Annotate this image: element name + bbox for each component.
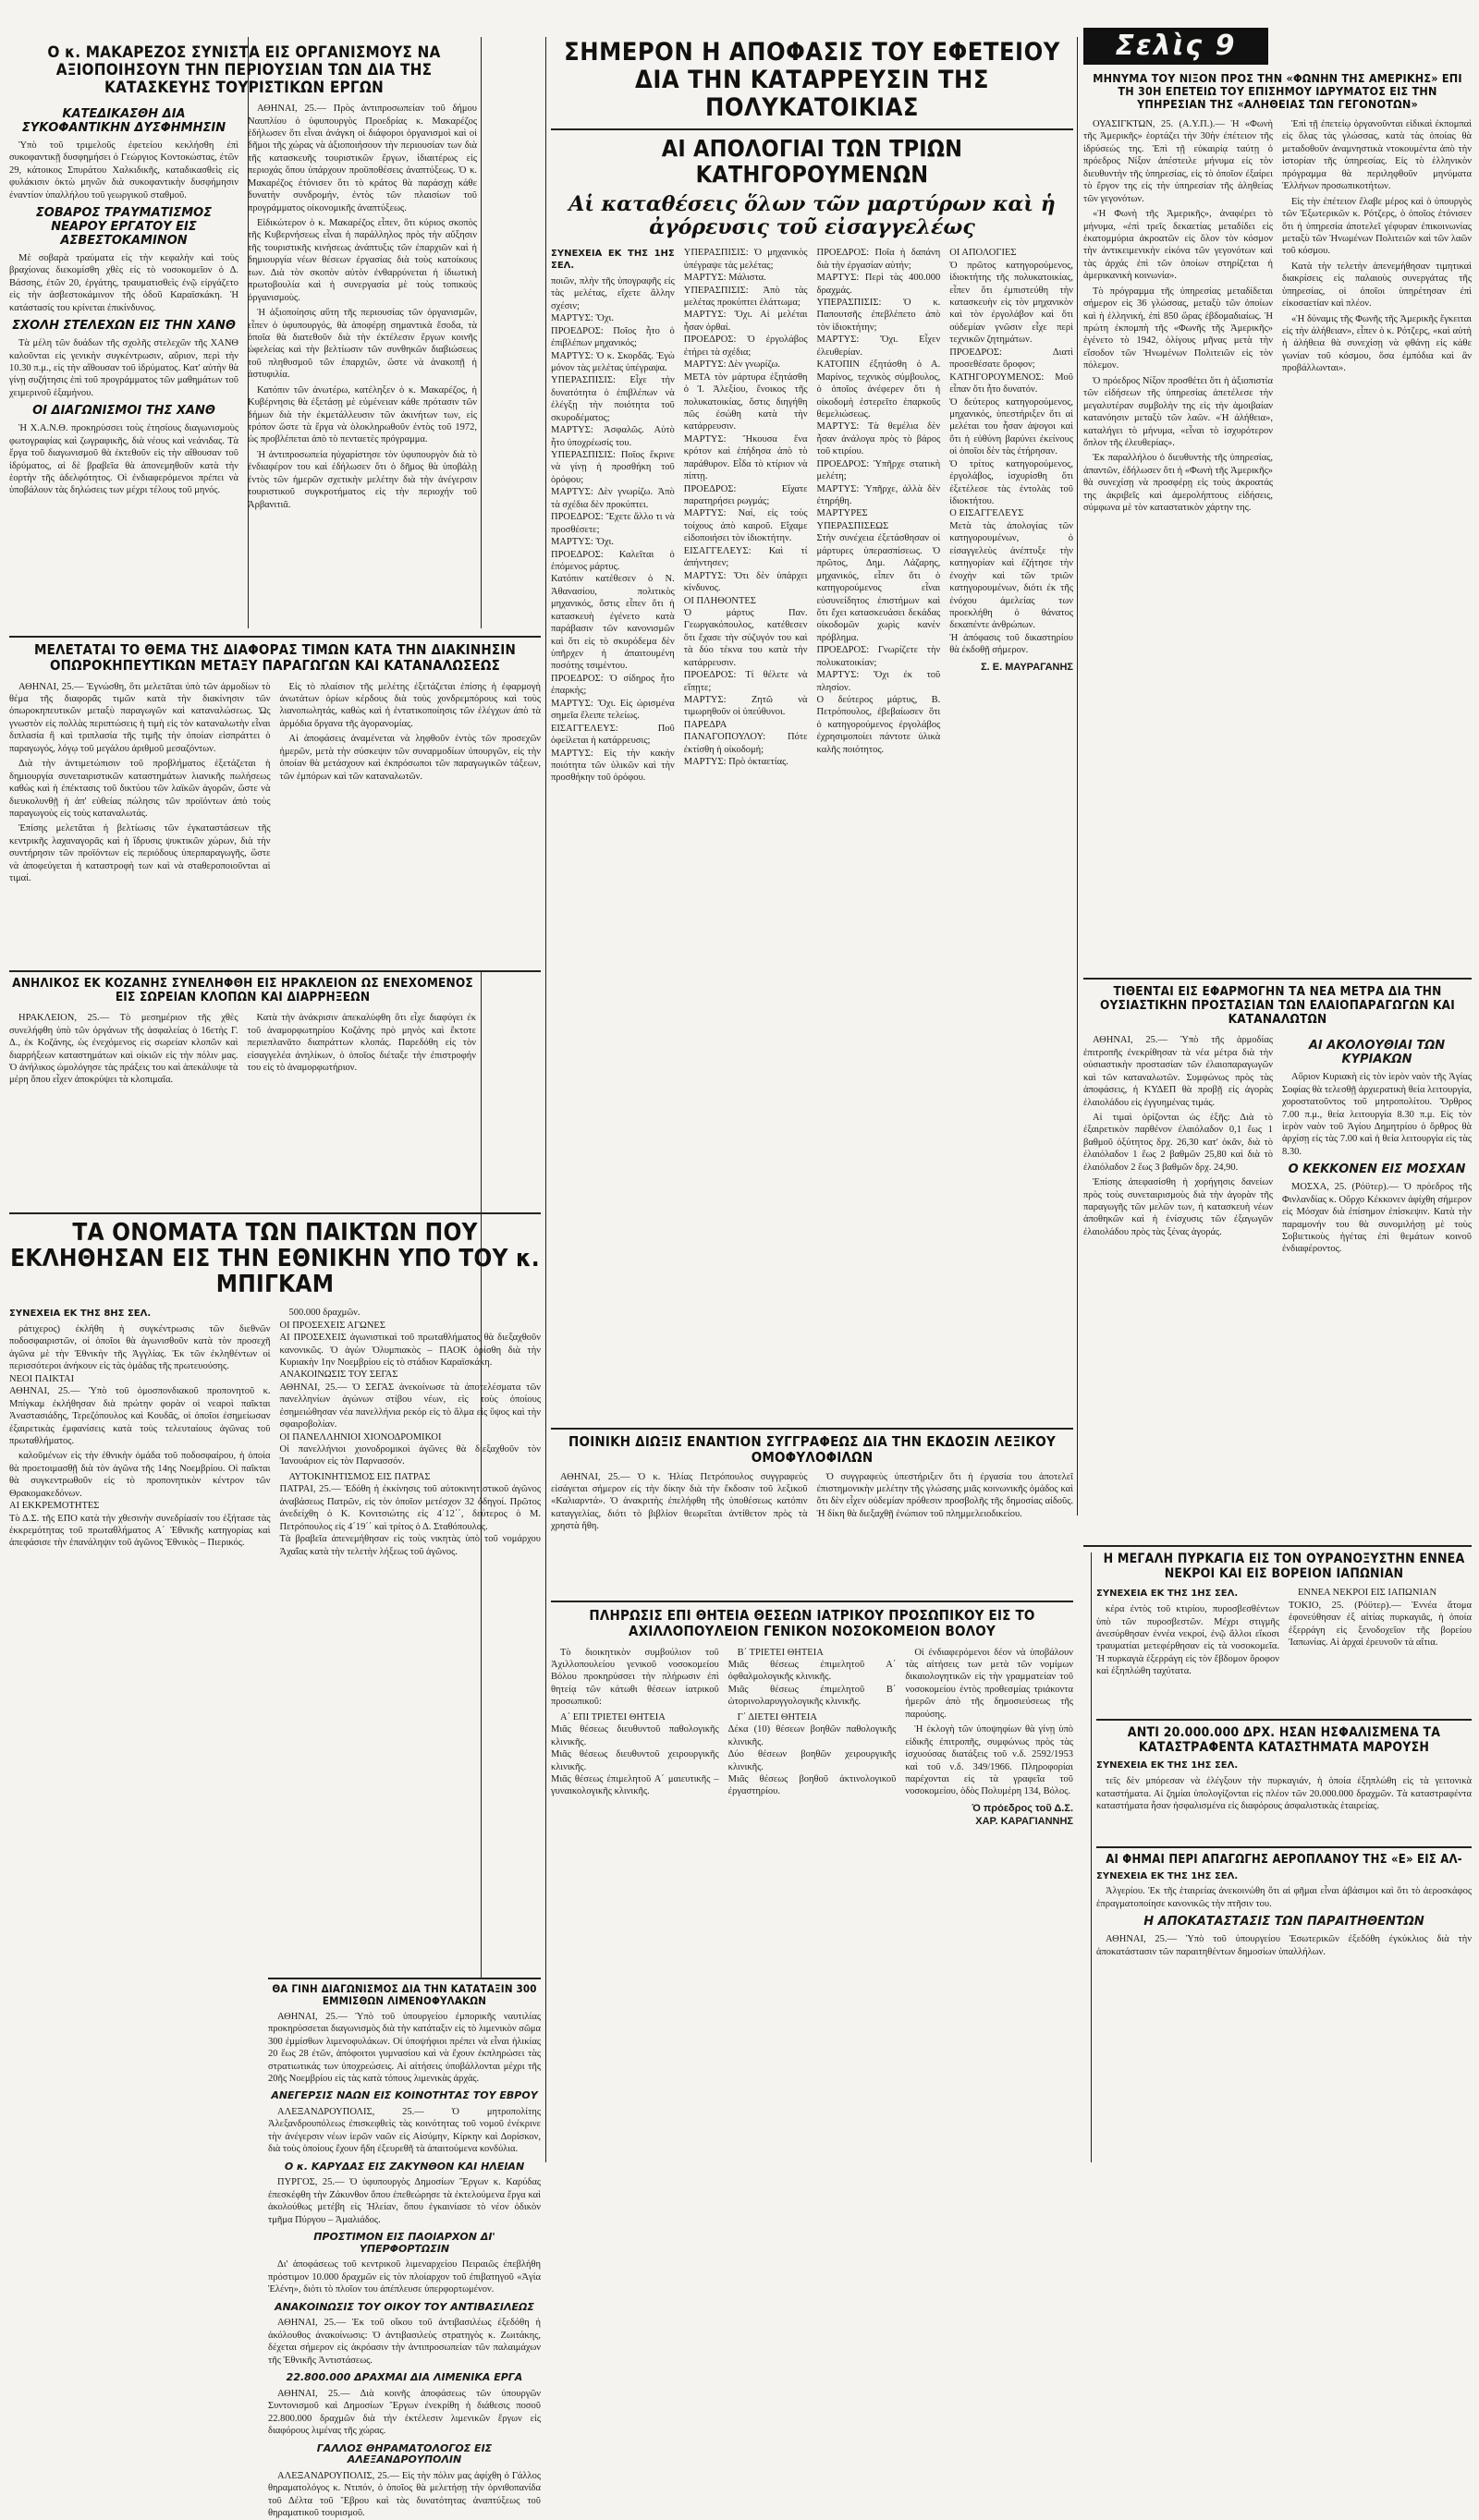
column-text: καλοῦμένων εἰς τὴν ἐθνικὴν ὁμάδα τοῦ ποδοσφαίρου, ἡ ὁποία θὰ προετοιμασθῇ διὰ τὸν ἀγῶνα τῆς 14ης Νοεμβρίου. Οἱ παῖκται θὰ συγκεντρωθοῦν εἰς τὸ προπονητικὸν κέντρον τῶν Θρακομακεδόνων. ΑΙ ΕΚΚΡΕΜΟΤΗΤΕΣ Τὸ Δ.Σ. τῆς ΕΠΟ κατὰ τὴν χθεσινὴν συνεδρίασίν του ἐξήτασε τὰς ἐκκρεμότητας τοῦ πρωταθλήματος Α΄ Ἐθνικῆς κατηγορίας καὶ ἀπεφάσισε τὴν ἐπανάληψιν τοῦ ἀγῶνος Ἐθνικὸς – Πιερικός. (9, 1451, 271, 1549)
body-paragraph: Τὸ πρόγραμμα τῆς ὑπηρεσίας μεταδίδεται σήμερον εἰς 36 γλώσσας, μεταξὺ τῶν ὁποίων καὶ ἡ ἑλληνική, ἐπὶ 850 ὥρας ἑβδομαδιαίως. Ἡ πρώτη ἐκπομπὴ τῆς «Φωνῆς τῆς Ἀμερικῆς» ἐγένετο τὸ 1942, ὀλίγους μῆνας μετὰ τὴν εἴσοδον τῶν Ἡνωμένων Πολιτειῶν εἰς τὸν πόλεμον. (1083, 286, 1273, 371)
subheading: ΣΟΒΑΡΟΣ ΤΡΑΥΜΑΤΙΣΜΟΣ ΝΕΑΡΟΥ ΕΡΓΑΤΟΥ ΕΙΣ ΑΣΒΕΣΤΟΚΑΜΙΝΟΝ (35, 206, 213, 249)
headline: ΤΙΘΕΝΤΑΙ ΕΙΣ ΕΦΑΡΜΟΓΗΝ ΤΑ ΝΕΑ ΜΕΤΡΑ ΔΙΑ ΤΗΝ ΟΥΣΙΑΣΤΙΚΗΝ ΠΡΟΣΤΑΣΙΑΝ ΤΩΝ ΕΛΑΙΟΠΑΡΑΓΩΓΩΝ ΚΑΙ ΚΑΤΑΝΑΛΩΤΩΝ (1099, 984, 1455, 1028)
column-text: ΥΠΕΡΑΣΠΙΣΙΣ: Ὁ μηχανικὸς ὑπέγραψε τὰς μελέτας; ΜΑΡΤΥΣ: Μάλιστα. ΥΠΕΡΑΣΠΙΣΙΣ: Ἀπὸ τὰς μελέτας προκύπτει ἐλάττωμα; ΜΑΡΤΥΣ: Ὄχι. Αἱ μελέται ἦσαν ὀρθαί. ΠΡΟΕΔΡΟΣ: Ὁ ἐργολάβος ἐτήρει τὰ σχέδια; ΜΑΡΤΥΣ: Δὲν γνωρίζω. ΜΕΤΑ τὸν μάρτυρα ἐξητάσθη ὁ Ἰ. Ἀλεξίου, ἔνοικος τῆς πολυκατοικίας, ὅστις διηγήθη πῶς ἐσώθη κατὰ τὴν κατάρρευσιν. ΜΑΡΤΥΣ: Ἤκουσα ἕνα κρότον καὶ ἐπήδησα ἀπὸ τὸ παράθυρον. Εἶδα τὸ κτίριον νὰ πίπτῃ. ΠΡΟΕΔΡΟΣ: Εἴχατε παρατηρήσει ρωγμάς; ΜΑΡΤΥΣ: Ναί, εἰς τοὺς τοίχους ἀπὸ καιροῦ. Εἴχαμε εἰδοποιήσει τὸν ἰδιοκτήτην. ΕΙΣΑΓΓΕΛΕΥΣ: Καὶ τί ἀπήντησεν; ΜΑΡΤΥΣ: Ὅτι δὲν ὑπάρχει κίνδυνος. ΟΙ ΠΛΗΘΟΝΤΕΣ Ὁ μάρτυς Παν. Γεωργακόπουλος, κατέθεσεν ὅτι ἔχασε τὴν σύζυγόν του καὶ τὰ δύο τέκνα του κατὰ τὴν κατάρρευσιν. ΠΡΟΕΔΡΟΣ: Τί θέλετε νὰ εἴπῃτε; ΜΑΡΤΥΣ: Ζητῶ νὰ τιμωρηθοῦν οἱ ὑπεύθυνοι. ΠΑΡΕΔΡΑ ΠΑΝΑΓΟΠΟΥΛΟΥ: Πότε ἐκτίσθη ἡ οἰκοδομή; ΜΑΡΤΥΣ: Πρὸ ὀκταετίας. (683, 248, 808, 768)
signature: Ὁ πρόεδρος τοῦ Δ.Σ. ΧΑΡ. ΚΑΡΑΓΙΑΝΝΗΣ (972, 1802, 1074, 1827)
byline: Σ. Ε. ΜΑΥΡΑΓΑΝΗΣ (981, 661, 1073, 673)
body-paragraph: Κατὰ τὴν τελετὴν ἀπενεμήθησαν τιμητικαὶ διακρίσεις εἰς παλαιοὺς συνεργάτας τῆς ὑπηρεσίας, οἱ ὁποῖοι ὑπηρέτησαν ἐπὶ εἰκοσαετίαν καὶ πλέον. (1282, 261, 1472, 310)
body-paragraph: Γ΄ ΔΙΕΤΕΙ ΘΗΤΕΙΑ Δέκα (10) θέσεων βοηθῶν παθολογικῆς κλινικῆς. Δύο θέσεων βοηθῶν χειρουργικῆς κλινικῆς. Μιᾶς θέσεως βοηθοῦ ἀκτινολογικοῦ ἐργαστηρίου. (727, 1711, 897, 1797)
body-paragraph: Εἰς τὸ πλαίσιον τῆς μελέτης ἐξετάζεται ἐπίσης ἡ ἐφαρμογὴ ἀνωτάτων ὁρίων κέρδους διὰ τοὺς χονδρεμπόρους καὶ τοὺς λιανοπωλητάς, καθὼς καὶ ἡ ἐντατικοποίησις τῶν ἐλέγχων ἀπὸ τὰ ἁρμόδια ὄργανα τῆς ἀγορανομίας. (279, 681, 541, 729)
headline: ΜΗΝΥΜΑ ΤΟΥ ΝΙΞΟΝ ΠΡΟΣ ΤΗΝ «ΦΩΝΗΝ ΤΗΣ ΑΜΕΡΙΚΗΣ» ΕΠΙ ΤΗ 30Η ΕΠΕΤΕΙΩ ΤΟΥ ΕΠΙΣΗΜΟΥ ΙΔΡΥΜΑΤΟΣ ΕΙΣ ΤΗΝ ΥΠΗΡΕΣΙΑΝ ΤΗΣ «ΑΛΗΘΕΙΑΣ ΤΩΝ ΓΕΓΟΝΟΤΩΝ» (1093, 71, 1462, 111)
body-paragraph: ΑΘΗΝΑΙ, 25.— Ἐκ τοῦ οἴκου τοῦ ἀντιβασιλέως ἐξεδόθη ἡ ἀκόλουθος ἀνακοίνωσις: Ὁ ἀντιβασιλεὺς στρατηγὸς κ. Ζωιτάκης, δέχεται σήμερον εἰς ἀκρόασιν τὴν ἀντιπροσωπείαν τῶν παλαιμάχων τῆς Ἐθνικῆς Ἀντιστάσεως. (268, 2318, 541, 2366)
subheading: ΟΙ ΔΙΑΓΩΝΙΣΜΟΙ ΤΗΣ ΧΑΝΘ (32, 404, 215, 419)
body-paragraph: Β΄ ΤΡΙΕΤΕΙ ΘΗΤΕΙΑ Μιᾶς θέσεως ἐπιμελητοῦ Α΄ ὀφθαλμολογικῆς κλινικῆς. Μιᾶς θέσεως ἐπιμελητοῦ Β΄ ὠτορινολαρυγγολογικῆς κλινικῆς. (727, 1647, 897, 1708)
headline: ΜΕΛΕΤΑΤΑΙ ΤΟ ΘΕΜΑ ΤΗΣ ΔΙΑΦΟΡΑΣ ΤΙΜΩΝ ΚΑΤΑ ΤΗΝ ΔΙΑΚΙΝΗΣΙΝ ΟΠΩΡΟΚΗΠΕΥΤΙΚΩΝ ΜΕΤΑΞΥ ΠΑΡΑΓΩΓΩΝ ΚΑΙ ΚΑΤΑΝΑΛΩΣΕΩΣ (33, 641, 517, 674)
subheading: ΚΑΤΕΔΙΚΑΣΘΗ ΔΙΑ ΣΥΚΟΦΑΝΤΙΚΗΝ ΔΥΣΦΗΜΗΣΙΝ (21, 107, 226, 136)
article-polykatoikia (551, 39, 1073, 1425)
article-olive-oil (1083, 985, 1472, 1540)
article-port-guards-visible (268, 1978, 541, 2519)
continuation-label: ΣΥΝΕΧΕΙΑ ΕΚ ΤΗΣ 1ΗΣ ΣΕΛ. (1096, 1760, 1239, 1771)
body-paragraph: Αἱ τιμαὶ ὁρίζονται ὡς ἑξῆς: Διὰ τὸ ἐξαιρετικὸν παρθένον ἐλαιόλαδον 0,1 ἕως 1 βαθμοῦ ὀξύτητος δρχ. 26,30 κατ' ὀκᾶν, διὰ τὸ ἐλαιόλαδον 1 ἕως 2 βαθμῶν 25,80 καὶ διὰ τὸ ἐλαιόλαδον 2 ἕως 3 βαθμῶν δρχ. 24,90. (1083, 1112, 1273, 1173)
article-marousi (1096, 1726, 1472, 1842)
body-paragraph: Δι' ἀποφάσεως τοῦ κεντρικοῦ λιμεναρχείου Πειραιῶς ἐπεβλήθη πρόστιμον 10.000 δραχμῶν εἰς τὸν πλοίαρχον τοῦ ἐπιβατηγοῦ «Ἀγία Ἑλένη», διότι τὸ πλοῖον του ἀπέπλευσε ὑπερφορτωμένον. (268, 2259, 541, 2295)
body-paragraph: Οἱ ἐνδιαφερόμενοι δέον νὰ ὑποβάλουν τὰς αἰτήσεις των μετὰ τῶν νομίμων δικαιολογητικῶν εἰς τὴν γραμματείαν τοῦ νοσοκομείου ἐντὸς προθεσμίας τριάκοντα ἡμερῶν ἀπὸ τῆς δημοσιεύσεως τῆς παρούσης. (905, 1647, 1074, 1720)
headline-line-3: ΑΙ ΑΠΟΛΟΓΙΑΙ ΤΩΝ ΤΡΙΩΝ ΚΑΤΗΓΟΡΟΥΜΕΝΩΝ (661, 134, 963, 188)
body-paragraph: ΑΘΗΝΑΙ, 25.— Ὑπὸ τοῦ ὑπουργείου ἐμπορικῆς ναυτιλίας προκηρύσσεται διαγωνισμὸς διὰ τὴν κατάταξιν εἰς τὸ λιμενικὸν σῶμα 300 ἐμμίσθων λιμενοφυλάκων. Οἱ ὑποψήφιοι πρέπει νὰ εἶναι ἡλικίας 20 ἕως 28 ἐτῶν, ἀπόφοιτοι γυμνασίου καὶ νὰ ἔχουν ἐκπληρώσει τὰς στρατιωτικάς των ὑποχρεώσεις. Αἱ αἰτήσεις ὑποβάλλονται μέχρι τῆς 20ῆς Νοεμβρίου εἰς τὰς κατὰ τόπους λιμενικὰς ἀρχάς. (268, 2011, 541, 2084)
body-paragraph: Ὁ συγγραφεὺς ὑπεστήριξεν ὅτι ἡ ἐργασία του ἀποτελεῖ ἐπιστημονικὴν μελέτην τῆς γλώσσης μιᾶς κοινωνικῆς ὁμάδος καὶ ὅτι δὲν εἶχεν οὐδεμίαν πρόθεσιν προσβολῆς τῆς δημοσίας αἰδοῦς. Ἡ δίκη θὰ διεξαχθῇ ἐνώπιον τοῦ πλημμελειοδικείου. (816, 1471, 1073, 1519)
continuation-label: ΣΥΝΕΧΕΙΑ ΕΚ ΤΗΣ 1ΗΣ ΣΕΛ. (1096, 1870, 1239, 1881)
body-paragraph: ΠΥΡΓΟΣ, 25.— Ὁ ὑφυπουργὸς Δημοσίων Ἔργων κ. Καρύδας ἐπεσκέφθη τὴν Ζάκυνθον ὅπου ἐπεθεώρησε τὰ ἐκτελούμενα ἔργα καὶ ἀκολούθως μετέβη εἰς Ἠλείαν, ὅπου ἐγκαινίασε τὸ νέον ὁδικὸν τμῆμα Πύργου – Ἀμαλιάδος. (268, 2177, 541, 2225)
column-text: 500.000 δραχμῶν. ΟΙ ΠΡΟΣΕΧΕΙΣ ΑΓΩΝΕΣ ΑΙ ΠΡΟΣΕΧΕΙΣ ἀγωνιστικαὶ τοῦ πρωταθλήματος θὰ διεξαχθοῦν κανονικῶς. Ὁ ἀγὼν Ὀλυμπιακὸς – ΠΑΟΚ ὁρίσθη διὰ τὴν Κυριακὴν 1ην Νοεμβρίου εἰς τὸ στάδιον Καραϊσκάκη. ΑΝΑΚΟΙΝΩΣΙΣ ΤΟΥ ΣΕΓΑΣ ΑΘΗΝΑΙ, 25.— Ὁ ΣΕΓΑΣ ἀνεκοίνωσε τὰ ἀποτελέσματα τῶν πανελληνίων ἀγώνων στίβου νέων, εἰς τοὺς ὁποίους ἐσημειώθησαν νέα πανελλήνια ρεκόρ εἰς τὸ ἅλμα εἰς ὕψος καὶ τὴν σφαιροβολίαν. ΟΙ ΠΑΝΕΛΛΗΝΙΟΙ ΧΙΟΝΟΔΡΟΜΙΚΟΙ Οἱ πανελλήνιοι χιονοδρομικοὶ ἀγῶνες θὰ διεξαχθοῦν τὸν Ἰανουάριον εἰς τὸν Παρνασσόν. (279, 1308, 541, 1467)
column-text: ράτιχερος) ἐκλήθη ἡ συγκέντρωσις τῶν διεθνῶν ποδοσφαιριστῶν, οἱ ὁποῖοι θὰ ἀγωνισθοῦν κατὰ τὸν προσεχῆ ἀγῶνα μὲ τὴν Ἐθνικὴν τῆς Ἀγγλίας. Ἐκ τῶν ἐκληθέντων οἱ περισσότεροι ἀνήκουν εἰς τὰς ὁμάδας τῆς πρωτευούσης. ΝΕΟΙ ΠΑΙΚΤΑΙ ΑΘΗΝΑΙ, 25.— Ὑπὸ τοῦ ὁμοσπονδιακοῦ προπονητοῦ κ. Μπίγκαμ ἐκλήθησαν διὰ πρώτην φορὰν οἱ νεαροὶ παῖκται Ἀναστασιάδης, Τερεζόπουλος καὶ Κουδᾶς, οἱ ὁποῖοι ἐσημείωσαν ἐξαιρετικὰς ἐμφανίσεις κατὰ τοὺς τελευταίους ἀγῶνας τοῦ πρωταθλήματος. (9, 1324, 271, 1446)
body-paragraph: Ἡ ἀξιοποίησις αὕτη τῆς περιουσίας τῶν ὀργανισμῶν, εἶπεν ὁ ὑφυπουργός, θὰ ἀποφέρῃ σημαντικὰ ἔσοδα, τὰ ὁποῖα θὰ διατεθοῦν διὰ τὴν ἐκτέλεσιν ἔργων κοινῆς ὠφελείας καὶ τὴν βελτίωσιν τῶν συνθηκῶν διαβιώσεως τοῦ πληθυσμοῦ τῶν ἐπαρχιῶν, ὥστε νὰ ἀνακοπῇ ἡ ἀστυφιλία. (248, 308, 477, 381)
body-paragraph: ΑΘΗΝΑΙ, 25.— Ὁ κ. Ἠλίας Πετρόπουλος συγγραφεὺς εἰσάγεται σήμερον εἰς τὴν δίκην διὰ τὴν ἔκδοσιν τοῦ λεξικοῦ «Καλιαρντά». Ὁ ἀνακριτὴς ἐπελήφθη τῆς ὑποθέσεως κατόπιν καταγγελίας, διότι τὸ βιβλίον θεωρεῖται ἀντίθετον πρὸς τὰ χρηστὰ ἤθη. (551, 1471, 808, 1532)
body-paragraph: Α΄ ΕΠΙ ΤΡΙΕΤΕΙ ΘΗΤΕΙΑ Μιᾶς θέσεως διευθυντοῦ παθολογικῆς κλινικῆς. Μιᾶς θέσεως διευθυντοῦ χειρουργικῆς κλινικῆς. Μιᾶς θέσεως ἐπιμελητοῦ Α΄ μαιευτικῆς – γυναικολογικῆς κλινικῆς. (551, 1711, 719, 1797)
article-nixon (1083, 72, 1472, 978)
body-paragraph: Ἐπίσης ἀπεφασίσθη ἡ χορήγησις δανείων πρὸς τοὺς συνεταιρισμοὺς διὰ τὴν ἀγορὰν τῆς παραγωγῆς τῶν μελῶν των, ἡ κατασκευὴ νέων ἀποθηκῶν καὶ ἡ ἐνίσχυσις τῶν ἐξαγωγῶν ἐλαιολάδου πρὸς τὰς ξένας ἀγοράς. (1083, 1177, 1273, 1237)
headline: Η ΜΕΓΑΛΗ ΠΥΡΚΑΓΙΑ ΕΙΣ ΤΟΝ ΟΥΡΑΝΟΞΥΣΤΗΝ ΕΝΝΕΑ ΝΕΚΡΟΙ ΚΑΙ ΕΙΣ ΒΟΡΕΙΟΝ ΙΑΠΩΝΙΑΝ (1103, 1552, 1465, 1581)
article-lexicon (551, 1434, 1073, 1596)
body-paragraph: Τὰ μέλη τῶν δυάδων τῆς σχολῆς στελεχῶν τῆς ΧΑΝΘ καλοῦνται εἰς γενικὴν συγκέντρωσιν, αὔριον, περὶ τὴν 10.30 π.μ., εἰς τὴν αἴθουσαν τοῦ ἱδρύματος. Κατ' αὐτὴν θὰ γίνῃ συζήτησις ἐπὶ τοῦ προγράμματος τῶν μαθημάτων τοῦ χειμερινοῦ ἑξαμήνου. (9, 338, 238, 398)
article-kozani (9, 977, 476, 1208)
headline: ΠΛΗΡΩΣΙΣ ΕΠΙ ΘΗΤΕΙΑ ΘΕΣΕΩΝ ΙΑΤΡΙΚΟΥ ΠΡΟΣΩΠΙΚΟΥ ΕΙΣ ΤΟ ΑΧΙΛΛΟΠΟΥΛΕΙΟΝ ΓΕΝΙΚΟΝ ΝΟΣΟΚΟΜΕΙΟΝ ΒΟΛΟΥ (589, 1607, 1035, 1639)
page-number-label: Σελὶς 9 (1083, 28, 1268, 65)
continuation-label: ΣΥΝΕΧΕΙΑ ΕΚ ΤΗΣ 1ΗΣ ΣΕΛ. (1096, 1589, 1239, 1600)
body-paragraph: Ὁ πρόεδρος Νίξον προσθέτει ὅτι ἡ ἀξιοπιστία τῶν εἰδήσεων τῆς ὑπηρεσίας ἀπετέλεσε τὴν μεγαλυτέραν συμβολὴν της εἰς τὴν ἀμοιβαίαν κατανόησιν μεταξὺ τῶν λαῶν. «Ἡ ἀλήθεια», καταλήγει τὸ μήνυμα, «εἶναι τὸ ἰσχυρότερον ὅπλον τῆς ἐλευθερίας». (1083, 375, 1273, 448)
subheading: ΑΙ ΑΚΟΛΟΥΘΙΑΙ ΤΩΝ ΚΥΡΙΑΚΩΝ (1308, 1039, 1446, 1067)
continuation-label: ΣΥΝΕΧΕΙΑ ΕΚ ΤΗΣ 1ΗΣ ΣΕΛ. (551, 249, 675, 272)
body-paragraph: Ἡ ἐκλογὴ τῶν ὑποψηφίων θὰ γίνῃ ὑπὸ εἰδικῆς ἐπιτροπῆς, συμφώνως πρὸς τὰς ἰσχυούσας διατάξεις τοῦ ν.δ. 2592/1953 καὶ τοῦ ν.δ. 349/1966. Πληροφορίαι παρέχονται εἰς τὰ γραφεῖα τοῦ νοσοκομείου, ὁδὸς Πολυμέρη 134, Βόλος. (905, 1724, 1074, 1797)
column-text: ΑΥΤΟΚΙΝΗΤΙΣΜΟΣ ΕΙΣ ΠΑΤΡΑΣ ΠΑΤΡΑΙ, 25.— Ἐδόθη ἡ ἐκκίνησις τοῦ αὐτοκινητιστικοῦ ἀγῶνος ἀναβάσεως Πατρῶν, εἰς τὸν ὁποῖον μετέσχον 32 ὀδηγοί. Πρῶτος ἀνεδείχθη ὁ Κ. Κονιτσιώτης εἰς 4΄12΄΄, δεύτερος ὁ Μ. Πετρόπουλος εἰς 4΄19΄΄ καὶ τρίτος ὁ Δ. Σταθόπουλος. Τὰ βραβεῖα ἀπενεμήθησαν εἰς τοὺς νικητὰς ὑπὸ τοῦ νομάρχου Ἀχαΐας κατὰ τὴν τελετὴν λήξεως τοῦ ἀγῶνος. (279, 1471, 541, 1557)
continuation-label: ΣΥΝΕΧΕΙΑ ΕΚ ΤΗΣ 8ΗΣ ΣΕΛ. (9, 1309, 152, 1320)
headline: Ο κ. ΜΑΚΑΡΕΖΟΣ ΣΥΝΙΣΤΑ ΕΙΣ ΟΡΓΑΝΙΣΜΟΥΣ ΝΑ ΑΞΙΟΠΟΙΗΣΟΥΝ ΤΗΝ ΠΕΡΙΟΥΣΙΑΝ ΤΩΝ ΔΙΑ ΤΗΣ ΚΑΤΑΣΚΕΥΗΣ ΤΟΥΡΙΣΤΙΚΩΝ ΕΡΓΩΝ (47, 43, 441, 98)
headline: ΑΝΗΛΙΚΟΣ ΕΚ ΚΟΖΑΝΗΣ ΣΥΝΕΛΗΦΘΗ ΕΙΣ ΗΡΑΚΛΕΙΟΝ ΩΣ ΕΝΕΧΟΜΕΝΟΣ ΕΙΣ ΣΩΡΕΙΑΝ ΚΛΟΠΩΝ ΚΑΙ ΔΙΑΡΡΗΞΕΩΝ (12, 976, 473, 1005)
body-paragraph: Ἐπίσης μελετᾶται ἡ βελτίωσις τῶν ἐγκαταστάσεων τῆς κεντρικῆς λαχαναγορᾶς καὶ ἡ ἵδρυσις ψυκτικῶν χώρων, διὰ τὴν συντήρησιν τῶν προϊόντων εἰς περιόδους ὑπερπαραγωγῆς, ὥστε νὰ ἀποφεύγεται ἡ καταστροφὴ των καὶ νὰ σταθεροποιοῦνται αἱ τιμαί. (9, 823, 271, 884)
body-paragraph: Μὲ σοβαρὰ τραύματα εἰς τὴν κεφαλὴν καὶ τοὺς βραχίονας διεκομίσθη χθὲς εἰς τὸ νοσοκομεῖον ὁ Δ. Βάσσης, ἐτῶν 20, ἐργάτης, τραυματισθεὶς ἐνῷ εἰργάζετο εἰς τὴν ἀσβεστοκάμινον τῆς ὁδοῦ Καραϊσκάκη. Ἡ κατάστασίς του κρίνεται ἐπικίνδυνος. (9, 252, 238, 313)
body-paragraph: Ἀλγερίου. Ἐκ τῆς ἑταιρείας ἀνεκοινώθη ὅτι αἱ φῆμαι εἶναι ἀβάσιμοι καὶ ὅτι τὸ ἀεροσκάφος ἐπραγματοποίησε κανονικῶς τὴν πτῆσιν του. (1096, 1886, 1472, 1909)
body-paragraph: ΑΘΗΝΑΙ, 25.— Ἐγνώσθη, ὅτι μελετᾶται ὑπὸ τῶν ἁρμοδίων τὸ θέμα τῆς διαφορᾶς τιμῶν κατὰ τὴν διακίνησιν τῶν ὀπωροκηπευτικῶν μεταξὺ παραγωγῶν καὶ καταναλώσεως. Ὡς γνωστὸν εἰς πολλὰς περιπτώσεις ἡ τιμὴ εἰς τὸν καταναλωτὴν εἶναι διπλασία ἢ καὶ τριπλασία τῆς τιμῆς τὴν ὁποίαν εἰσπράττει ὁ παραγωγός, λόγῳ τοῦ μεγάλου ἀριθμοῦ μεσαζόντων. (9, 681, 271, 754)
subheading: Η ΑΠΟΚΑΤΑΣΤΑΣΙΣ ΤΩΝ ΠΑΡΑΙΤΗΘΕΝΤΩΝ (1143, 1915, 1424, 1930)
body-paragraph: ΑΘΗΝΑΙ, 25.— Διὰ κοινῆς ἀποφάσεως τῶν ὑπουργῶν Συντονισμοῦ καὶ Δημοσίων Ἔργων ἐνεκρίθη ἡ διάθεσις ποσοῦ 22.800.000 δραχμῶν διὰ τὴν ἐκτέλεσιν λιμενικῶν ἔργων εἰς διαφόρους λιμένας τῆς χώρας. (268, 2388, 541, 2437)
subheading: ΠΡΟΣΤΙΜΟΝ ΕΙΣ ΠΑΟΙΑΡΧΟΝ ΔΙ' ΥΠΕΡΦΟΡΤΩΣΙΝ (313, 2231, 495, 2255)
article-hijack-rumors (1096, 1854, 1472, 2168)
column-text: ποιῶν, πλὴν τῆς ὑπογραφῆς εἰς τὰς μελέτας, εἴχετε ἄλλην σχέσιν; ΜΑΡΤΥΣ: Ὄχι. ΠΡΟΕΔΡΟΣ: Ποῖος ἦτο ὁ ἐπιβλέπων μηχανικός; ΜΑΡΤΥΣ: Ὁ κ. Σκορδᾶς. Ἐγὼ μόνον τὰς μελέτας ὑπέγραψα. ΥΠΕΡΑΣΠΙΣΙΣ: Εἶχε τὴν δυνατότητα ὁ ἐπιβλέπων νὰ ἐλέγξῃ τὴν ποιότητα τοῦ σκυροδέματος; ΜΑΡΤΥΣ: Ἀσφαλῶς. Αὐτὸ ἦτο ὑποχρέωσίς του. ΥΠΕΡΑΣΠΙΣΙΣ: Ποῖος ἔκρινε νὰ γίνῃ ἡ προσθήκη τοῦ ὀρόφου; ΜΑΡΤΥΣ: Δὲν γνωρίζω. Ἀπὸ τὰ σχέδια δὲν προκύπτει. ΠΡΟΕΔΡΟΣ: Ἔχετε ἄλλο τι νὰ προσθέσετε; ΜΑΡΤΥΣ: Ὄχι. ΠΡΟΕΔΡΟΣ: Καλεῖται ὁ ἑπόμενος μάρτυς. Κατόπιν κατέθεσεν ὁ Ν. Ἀθανασίου, πολιτικὸς μηχανικός, ὅστις εἶπεν ὅτι ἡ κατασκευὴ ἐγένετο κατὰ παράβασιν τῶν κανονισμῶν καὶ ὅτι εἰς τὸ σκυρόδεμα δὲν ὑπῆρχεν ἡ ἀπαιτουμένη ποσότης τσιμέντου. ΠΡΟΕΔΡΟΣ: Ὁ σίδηρος ἦτο ἐπαρκής; ΜΑΡΤΥΣ: Ὄχι. Εἰς ὡρισμένα σημεῖα ἔλειπε τελείως. ΕΙΣΑΓΓΕΛΕΥΣ: Ποῦ ὀφείλεται ἡ κατάρρευσις; ΜΑΡΤΥΣ: Εἰς τὴν κακὴν ποιότητα τῶν ὑλικῶν καὶ τὴν προσθήκην τοῦ ὀρόφου. (551, 275, 675, 784)
body-paragraph: Εἰδικώτερον ὁ κ. Μακαρέζος εἶπεν, ὅτι κύριος σκοπὸς τῆς Κυβερνήσεως εἶναι ἡ παράλληλος πρὸς τὴν αὔξησιν τῆς τουριστικῆς κινήσεως ἀνάπτυξις τῶν ἐπαρχιῶν καὶ ἡ δημιουργία νέων θέσεων ἐργασίας διὰ τοὺς κατοίκους των. Διὰ τὸν σκοπὸν αὐτὸν ἐνθαρρύνεται ἡ ἰδιωτικὴ πρωτοβουλία καὶ ἡ συνεργασία μὲ τοὺς τοπικοὺς ὀργανισμοὺς. (248, 218, 477, 303)
subheading: ΓΑΛΛΟΣ ΘΗΡΑΜΑΤΟΛΟΓΟΣ ΕΙΣ ΑΛΕΞΑΝΔΡΟΥΠΟΛΙΝ (316, 2441, 493, 2466)
body-paragraph: ΑΘΗΝΑΙ, 25.— Ὑπὸ τοῦ ὑπουργείου Ἐσωτερικῶν ἐξεδόθη ἐγκύκλιος διὰ τὴν ἀποκατάστασιν τῶν παραιτηθέντων δημοσίων ὑπαλλήλων. (1096, 1934, 1472, 1957)
headline: ΤΑ ΟΝΟΜΑΤΑ ΤΩΝ ΠΑΙΚΤΩΝ ΠΟΥ ΕΚΛΗΘΗΣΑΝ ΕΙΣ ΤΗΝ ΕΘΝΙΚΗΝ ΥΠΟ ΤΟΥ κ. ΜΠΙΓΚΑΜ (10, 1219, 540, 1299)
subheading: Ο ΚΕΚΚΟΝΕΝ ΕΙΣ ΜΟΣΧΑΝ (1288, 1163, 1466, 1177)
body-paragraph: Ὑπὸ τοῦ τριμελοῦς ἐφετείου κεκλήσθη ἐπὶ συκοφαντικῇ δυσφημήσει ὁ Γεώργιος Κοντοκώστας, ἐτῶν 29, κάτοικος Σπυράτου Χαλκιδικῆς, καταδικασθεὶς εἰς φυλάκισιν ὀκτὼ μηνῶν διὰ συκοφαντικὴν δυσφήμησιν ἐναντίον ὑπαλλήλου τοῦ γεωργικοῦ σταθμοῦ. (9, 140, 238, 201)
article-prices (9, 642, 541, 966)
article-skyscraper-fire (1096, 1552, 1472, 1714)
subheading: Ο κ. ΚΑΡΥΔΑΣ ΕΙΣ ΖΑΚΥΝΘΟΝ ΚΑΙ ΗΛΕΙΑΝ (284, 2160, 525, 2173)
column-text: ΟΙ ΑΠΟΛΟΓΙΕΣ Ὁ πρῶτος κατηγορούμενος, ἰδιοκτήτης τῆς πολυκατοικίας, εἶπεν ὅτι ἐμπιστεύθη τὴν κατασκευὴν εἰς τὸν μηχανικὸν καὶ τὸν ἐργολάβον καὶ ὅτι οὐδεμίαν γνῶσιν εἶχε περὶ τεχνικῶν ζητημάτων. ΠΡΟΕΔΡΟΣ: Διατὶ προσεθέσατε ὄροφον; ΚΑΤΗΓΟΡΟΥΜΕΝΟΣ: Μοῦ εἶπαν ὅτι ἦτο δυνατόν. Ὁ δεύτερος κατηγορούμενος, μηχανικός, ὑπεστήριξεν ὅτι αἱ μελέται του ἦσαν ἀψογοι καὶ ὅτι ἡ εὐθύνη βαρύνει ἐκείνους οἱ ὁποῖοι δὲν τὰς ἐτήρησαν. Ὁ τρίτος κατηγορούμενος, ἐργολάβος, ἰσχυρίσθη ὅτι ἐξετέλεσε τὰς ἐντολὰς τοῦ ἰδιοκτήτου. Ο ΕΙΣΑΓΓΕΛΕΥΣ Μετὰ τὰς ἀπολογίας τῶν κατηγορουμένων, ὁ εἰσαγγελεὺς ἀνέπτυξε τὴν κατηγορίαν καὶ ἐζήτησε τὴν ἐνοχὴν καὶ τῶν τριῶν κατηγορουμένων, διότι ἐκ τῆς ἐνόχου ἀμελείας των προεκλήθη ὁ θάνατος δεκαπέντε ἀνθρώπων. Ἡ ἀπόφασις τοῦ δικαστηρίου θὰ ἐκδοθῇ σήμερον. (949, 248, 1073, 656)
headline-line-2: ΔΙΑ ΤΗΝ ΚΑΤΑΡΡΕΥΣΙΝ ΤΗΣ ΠΟΛΥΚΑΤΟΙΚΙΑΣ (635, 66, 989, 123)
deck: Αἱ καταθέσεις ὅλων τῶν μαρτύρων καὶ ἡ ἀγόρευσις τοῦ εἰσαγγελέως (568, 191, 1056, 239)
body-paragraph: Ἡ ἀντιπροσωπεία ηὐχαρίστησε τὸν ὑφυπουργὸν διὰ τὸ ἐνδιαφέρον του καὶ ἐδήλωσεν ὅτι ὁ δῆμος θὰ ὑποβάλῃ ἐντὸς τῶν ἡμερῶν σχετικὴν μελέτην διὰ τὴν ἀνέγερσιν τουριστικοῦ συγκροτήματος εἰς τὴν περιοχήν τοῦ Ἀρβανιτιᾶ. (248, 449, 477, 510)
body-paragraph: κέρα ἐντὸς τοῦ κτιρίου, πυροσβεσθέντων ὑπὸ τῶν πυροσβεστῶν. Μέχρι στιγμῆς ἀνεσύρθησαν ἐννέα νεκροί, ἐνῷ ἄλλοι εἴκοσι τραυματίαι μετεφέρθησαν εἰς τὰ νοσοκομεῖα. Ἡ πυρκαγιὰ ἐξερράγη εἰς τὸν ἕβδομον ὄροφον καὶ ἐξηπλώθη ταχύτατα. (1096, 1604, 1279, 1677)
subheading: ΑΝΑΚΟΙΝΩΣΙΣ ΤΟΥ ΟΙΚΟΥ ΤΟΥ ΑΝΤΙΒΑΣΙΛΕΩΣ (275, 2300, 534, 2313)
body-paragraph: ΗΡΑΚΛΕΙΟΝ, 25.— Τὸ μεσημέριον τῆς χθὲς συνελήφθη ὑπὸ τῶν ὀργάνων τῆς ἀσφαλείας ὁ 16ετὴς Γ. Δ., ἐκ Κοζάνης, ὡς ἐνεχόμενος εἰς σωρείαν κλοπῶν καὶ διαρρήξεων καταστημάτων καὶ οἰκιῶν εἰς τὴν πόλιν μας. Ὁ ἀνήλικος ὡμολόγησε τὰς πράξεις του καὶ ἀπεκάλυψε τὰ μέρη ὅπου εἶχεν ἀποκρύψει τὰ κλοπιμαῖα. (9, 1013, 238, 1086)
subheading: ΣΧΟΛΗ ΣΤΕΛΕΧΩΝ ΕΙΣ ΤΗΝ ΧΑΝΘ (12, 319, 236, 334)
headline: ΠΟΙΝΙΚΗ ΔΙΩΞΙΣ ΕΝΑΝΤΙΟΝ ΣΥΓΓΡΑΦΕΩΣ ΔΙΑ ΤΗΝ ΕΚΔΟΣΙΝ ΛΕΞΙΚΟΥ ΟΜΟΦΥΛΟΦΙΛΩΝ (568, 1433, 1056, 1466)
body-paragraph: τεῖς δὲν μπόρεσαν νὰ ἐλέγξουν τὴν πυρκαγιάν, ἡ ὁποία ἐξηπλώθη εἰς τὰ γειτονικὰ καταστήματα. Αἱ ζημίαι ὑπολογίζονται εἰς πλέον τῶν 20.000.000 δραχμῶν. Τὰ καταστραφέντα καταστήματα ἦσαν ἠσφαλισμένα εἰς διαφόρους ἀσφαλιστικὰς ἑταιρείας. (1096, 1776, 1472, 1812)
body-paragraph: Εἰς τὴν ἐπέτειον ἔλαβε μέρος καὶ ὁ ὑπουργὸς τῶν Ἐξωτερικῶν κ. Ρότζερς, ὁ ὁποῖος ἐτόνισεν ὅτι ἡ ὑπηρεσία ἀποτελεῖ γέφυραν ἐπικοινωνίας μεταξὺ τῶν Ἡνωμένων Πολιτειῶν καὶ τῶν λαῶν τοῦ κόσμου. (1282, 196, 1472, 257)
body-paragraph: Διὰ τὴν ἀντιμετώπισιν τοῦ προβλήματος ἐξετάζεται ἡ δημιουργία συνεταιριστικῶν καταστημάτων λιανικῆς πωλήσεως καθὼς καὶ ἡ ἐπέκτασις τοῦ δικτύου τῶν λαϊκῶν ἀγορῶν, ὥστε νὰ διευκολυνθῇ ἡ ἀπ' εὐθείας πώλησις τῶν προϊόντων ἀπὸ τοὺς παραγωγοὺς εἰς τοὺς καταναλωτάς. (9, 759, 271, 819)
body-paragraph: ΑΘΗΝΑΙ, 25.— Πρὸς ἀντιπροσωπείαν τοῦ δήμου Ναυπλίου ὁ ὑφυπουργὸς Προεδρίας κ. Μακαρέζος ἐδήλωσεν ὅτι εἶναι ἀνάγκη οἱ διάφοροι ὀργανισμοὶ καὶ οἱ δῆμοι τῆς χώρας νὰ ἀξιοποιήσουν τὴν περιουσίαν των διὰ τῆς κατασκευῆς τουριστικῶν ἔργων, ἰδιαιτέρως εἰς περιοχάς ὅπου ὑπάρχουν προϋποθέσεις ἀναπτύξεως. Ὁ κ. Μακαρέζος ἐτόνισεν ὅτι τὸ κράτος θὰ παράσχῃ κάθε δυνατὴν συνδρομήν, ἐντὸς τῶν πλαισίων τοῦ προγράμματος οἰκονομικῆς ἀναπτύξεως. (248, 103, 477, 213)
headline: ΑΝΤΙ 20.000.000 ΔΡΧ. ΗΣΑΝ ΗΣΦΑΛΙΣΜΕΝΑ ΤΑ ΚΑΤΑΣΤΡΑΦΕΝΤΑ ΚΑΤΑΣΤΗΜΑΤΑ ΜΑΡΟΥΣΗ (1127, 1725, 1441, 1755)
body-paragraph: Τὸ διοικητικὸν συμβούλιον τοῦ Ἀχιλλοπουλείου γενικοῦ νοσοκομείου Βόλου προκηρύσσει τὴν πλήρωσιν ἐπὶ θητείᾳ τῶν κάτωθι θέσεων ἰατρικοῦ προσωπικοῦ: (551, 1647, 719, 1708)
body-paragraph: Αἱ ἀποφάσεις ἀναμένεται νὰ ληφθοῦν ἐντὸς τῶν προσεχῶν ἡμερῶν, μετὰ τὴν σύσκεψιν τῶν συναρμοδίων ὑπουργῶν, εἰς τὴν ὁποίαν θὰ μετάσχουν καὶ ἐκπρόσωποι τῶν παραγωγικῶν τάξεων, τῶν ἐμπόρων καὶ τῶν καταναλωτῶν. (279, 734, 541, 782)
body-paragraph: «Ἡ Φωνὴ τῆς Ἀμερικῆς», ἀναφέρει τὸ μήνυμα, «ἐπὶ τρεῖς δεκαετίας μεταδίδει εἰς ἑκατομμύρια ἀκροατῶν εἰς ὅλον τὸν κόσμον τὴν ἀντικειμενικὴν εἰκόνα τῶν γεγονότων καὶ τὰς ἀρχάς ἐπὶ τῶν ὁποίων στηρίζεται ἡ ἀμερικανικὴ κοινωνία». (1083, 209, 1273, 282)
body-paragraph: Ἐπὶ τῇ ἐπετείῳ ὀργανοῦνται εἰδικαὶ ἐκπομπαὶ εἰς ὅλας τὰς γλώσσας, κατὰ τὰς ὁποίας θὰ μεταδοθοῦν ἀναμνηστικὰ ντοκουμέντα ἀπὸ τὴν ἱστορίαν τῆς ὑπηρεσίας. Εἰς τὸ ἑλληνικὸν πρόγραμμα θὰ περιληφθοῦν μηνύματα Ἑλλήνων προσωπικοτήτων. (1282, 119, 1472, 192)
headline: ΘΑ ΓΙΝΗ ΔΙΑΓΩΝΙΣΜΟΣ ΔΙΑ ΤΗΝ ΚΑΤΑΤΑΞΙΝ 300 ΕΜΜΙΣΘΩΝ ΛΙΜΕΝΟΦΥΛΑΚΩΝ (272, 1982, 537, 2007)
body-paragraph: ΑΘΗΝΑΙ, 25.— Ὑπὸ τῆς ἁρμοδίας ἐπιτροπῆς ἐνεκρίθησαν τὰ νέα μέτρα διὰ τὴν οὐσιαστικὴν προστασίαν τῶν ἐλαιοπαραγωγῶν καὶ τῶν καταναλωτῶν. Συμφώνως πρὸς τὰς ἀποφάσεις, ἡ ΚΥΔΕΠ θὰ προβῇ εἰς ἀγορὰς ἐλαιολάδου εἰς ἐγγυημένας τιμάς. (1083, 1035, 1273, 1108)
column-text: ΠΡΟΕΔΡΟΣ: Ποῖα ἡ δαπάνη διὰ τὴν ἐργασίαν αὐτήν; ΜΑΡΤΥΣ: Περὶ τὰς 400.000 δραχμάς. ΥΠΕΡΑΣΠΙΣΙΣ: Ὁ κ. Παπουτσῆς ἐπεβλέπετο ἀπὸ τὸν ἰδιοκτήτην; ΜΑΡΤΥΣ: Ὄχι. Εἶχεν ἐλευθερίαν. ΚΑΤΟΠΙΝ ἐξητάσθη ὁ Α. Μαρίνος, τεχνικὸς σύμβουλος, ὁ ὁποῖος ἀνέφερεν ὅτι ἡ οἰκοδομὴ ἐστερεῖτο ἐπαρκοῦς θεμελιώσεως. ΜΑΡΤΥΣ: Τὰ θεμέλια δὲν ἦσαν ἀνάλογα πρὸς τὸ βάρος τοῦ κτιρίου. ΠΡΟΕΔΡΟΣ: Ὑπῆρχε στατικὴ μελέτη; ΜΑΡΤΥΣ: Ὑπῆρχε, ἀλλὰ δὲν ἐτηρήθη. ΜΑΡΤΥΡΕΣ ΥΠΕΡΑΣΠΙΣΕΩΣ Στὴν συνέχεια ἐξετάσθησαν οἱ μάρτυρες ὑπερασπίσεως. Ὁ πρῶτος, Δημ. Λάζαρης, μηχανικός, εἶπεν ὅτι ὁ κατηγορούμενος εἶναι εὐσυνείδητος ἐπιστήμων καὶ ὅτι ἔχει κατασκευάσει δεκάδας οἰκοδομῶν χωρὶς κανὲν πρόβλημα. ΠΡΟΕΔΡΟΣ: Γνωρίζετε τὴν πολυκατοικίαν; ΜΑΡΤΥΣ: Ὄχι ἐκ τοῦ πλησίον. Ο δεύτερος μάρτυς, Β. Πετρόπουλος, ἐβεβαίωσεν ὅτι ὁ κατηγορούμενος ἐργολάβος ἐχρησιμοποίει πάντοτε ὑλικὰ καλῆς ποιότητος. (816, 248, 941, 755)
body-paragraph: ΑΛΕΞΑΝΔΡΟΥΠΟΛΙΣ, 25.— Εἰς τὴν πόλιν μας ἀφίχθη ὁ Γάλλος θηραματολόγος κ. Ντιπόν, ὁ ὁποῖος θὰ μελετήσῃ τὴν ὀρνιθοπανίδα τοῦ Δέλτα τοῦ Ἕβρου καὶ τὰς δυνατότητας ἀναπτύξεως τοῦ θηραματικοῦ τουρισμοῦ. (268, 2470, 541, 2519)
body-paragraph: ΕΝΝΕΑ ΝΕΚΡΟΙ ΕΙΣ ΙΑΠΩΝΙΑΝ ΤΟΚΙΟ, 25. (Ρόϋτερ).— Ἐννέα ἄτομα ἐφονεύθησαν ἐξ αἰτίας πυρκαγιᾶς, ἡ ὁποία ἐξερράγη εἰς ξενοδοχεῖον τῆς βορείου Ἰαπωνίας. Αἱ ἀρχαὶ ἐρευνοῦν τὰ αἴτια. (1289, 1588, 1472, 1649)
headline: ΑΙ ΦΗΜΑΙ ΠΕΡΙ ΑΠΑΓΩΓΗΣ ΑΕΡΟΠΛΑΝΟΥ ΤΗΣ «Ε» ΕΙΣ ΑΛ- (1106, 1853, 1462, 1867)
subheading: 22.800.000 ΔΡΑΧΜΑΙ ΔΙΑ ΛΙΜΕΝΙΚΑ ΕΡΓΑ (286, 2371, 523, 2384)
body-paragraph: Ἐκ παραλλήλου ὁ διευθυντὴς τῆς ὑπηρεσίας, ἀπαντῶν, ἐδήλωσεν ὅτι ἡ «Φωνὴ τῆς Ἀμερικῆς» θὰ συνεχίσῃ νὰ προσφέρῃ εἰς τοὺς ἀκροατάς της ἀκριβεῖς καὶ ἀμερολήπτους εἰδήσεις, σύμφωνα μὲ τὸν καταστατικὸν χάρτην της. (1083, 453, 1273, 514)
body-paragraph: Αὔριον Κυριακὴ εἰς τὸν ἱερὸν ναὸν τῆς Ἁγίας Σοφίας θὰ τελεσθῇ ἀρχιερατικὴ θεία λειτουργία, χοροστατοῦντος τοῦ μητροπολίτου. Ὄρθρος 7.00 π.μ., θεία λειτουργία 8.30 π.μ. Εἰς τὸν ἱερὸν ναὸν τοῦ Ἁγίου Δημητρίου ὁ ὄρθρος θὰ ἀρχίσῃ εἰς τὰς 7.00 καὶ ἡ θεία λειτουργία εἰς τὰς 8.30. (1282, 1072, 1472, 1157)
body-paragraph: ΑΛΕΞΑΝΔΡΟΥΠΟΛΙΣ, 25.— Ὁ μητροπολίτης Ἀλεξανδρουπόλεως ἐπισκεφθεὶς τὰς κοινότητας τοῦ νομοῦ ἐνέκρινε τὴν ἀνέγερσιν νέων ἱερῶν ναῶν εἰς Αἰσύμην, Κίρκην καὶ Δορίσκον, διὰ τοὺς ὁποίους ἔχουν ἤδη ἐξευρεθῆ τὰ ἀπαιτούμενα κονδύλια. (268, 2107, 541, 2155)
article-hospital (551, 1608, 1073, 2167)
body-paragraph: Ἡ Χ.Α.Ν.Θ. προκηρύσσει τοὺς ἐτησίους διαγωνισμοὺς φωτογραφίας καὶ ζωγραφικῆς, διὰ νέους καὶ νεάνιδας. Τὰ ἔργα τοῦ διαγωνισμοῦ θὰ ἐκτεθοῦν εἰς τὴν αἴθουσαν τοῦ ἱδρύματος, αἱ δὲ βραβεῖα θὰ ἀπονεμηθοῦν κατὰ τὴν ἑορτὴν τῆς ἀδελφότητος. Οἱ ἐνδιαφερόμενοι πρέπει νὰ ὑποβάλουν τὰς δηλώσεις των μέχρι τέλους τοῦ μηνός. (9, 423, 238, 496)
body-paragraph: ΜΟΣΧΑ, 25. (Ρόϋτερ).— Ὁ πρόεδρος τῆς Φινλανδίας κ. Οὔρχο Κέκκονεν ἀφίχθη σήμερον εἰς Μόσχαν διὰ ἐπίσημον ἐπίσκεψιν. Κατὰ τὴν παραμονήν του θὰ συνομιλήσῃ μὲ τοὺς Σοβιετικοὺς ἡγέτας ἐπὶ θεμάτων κοινοῦ ἐνδιαφέροντος. (1282, 1182, 1472, 1255)
body-paragraph: Κατὰ τὴν ἀνάκρισιν ἀπεκαλύφθη ὅτι εἶχε διαφύγει ἐκ τοῦ ἀναμορφωτηρίου Κοζάνης πρὸ μηνὸς καὶ ἔκτοτε περιεπλανᾶτο διαπράττων κλοπάς. Παρεδόθη εἰς τὸν εἰσαγγελέα ἀνηλίκων, ὁ ὁποῖος διέταξε τὴν ἐπιστροφήν του εἰς τὸ ἀναμορφωτήριον. (247, 1013, 476, 1073)
subheading: ΑΝΕΓΕΡΣΙΣ ΝΑΩΝ ΕΙΣ ΚΟΙΝΟΤΗΤΑΣ ΤΟΥ ΕΒΡΟΥ (271, 2089, 538, 2102)
body-paragraph: Κατόπιν τῶν ἀνωτέρω, κατέληξεν ὁ κ. Μακαρέζος, ἡ Κυβέρνησις θὰ ἐξετάσῃ μὲ εὐμένειαν κάθε πρότασιν τῶν δήμων διὰ τὴν ἐκμετάλλευσιν τῶν ἀκινήτων των, εἰς τρόπον ὥστε τὰ ἔργα νὰ ὁλοκληρωθοῦν ἐντὸς τοῦ 1972, ὡς προβλέπεται ἀπὸ τὸ πενταετὲς πρόγραμμα. (248, 384, 477, 445)
body-paragraph: ΟΥΑΣΙΓΚΤΩΝ, 25. (Α.Υ.Π.).— Ἡ «Φωνὴ τῆς Ἀμερικῆς» ἑορτάζει τὴν 30ὴν ἐπέτειον τῆς ἱδρύσεώς της. Ἐπὶ τῇ εὐκαιρίᾳ ταύτῃ ὁ πρόεδρος Νίξον ἀπέστειλε μήνυμα εἰς τὸν διευθυντὴν τῆς ὑπηρεσίας, εἰς τὸ ὁποῖον ἐξαίρει τὸ ἔργον της εἰς τὴν ὑπηρεσίαν τῆς ἀληθείας τῶν γεγονότων. (1083, 119, 1273, 204)
headline-line-1: ΣΗΜΕΡΟΝ Η ΑΠΟΦΑΣΙΣ ΤΟΥ ΕΦΕΤΕΙΟΥ (564, 38, 1060, 67)
body-paragraph: «Ἡ δύναμις τῆς Φωνῆς τῆς Ἀμερικῆς ἔγκειται εἰς τὴν ἀλήθειαν», εἶπεν ὁ κ. Ρότζερς, «καὶ αὐτὴ ἡ ἀλήθεια θὰ συνεχίσῃ νὰ φθάνῃ εἰς κάθε γωνίαν τοῦ κόσμου, ὅσα ἐμπόδια καὶ ἂν προβάλλωνται». (1282, 313, 1472, 374)
article-makarezos (9, 44, 479, 636)
